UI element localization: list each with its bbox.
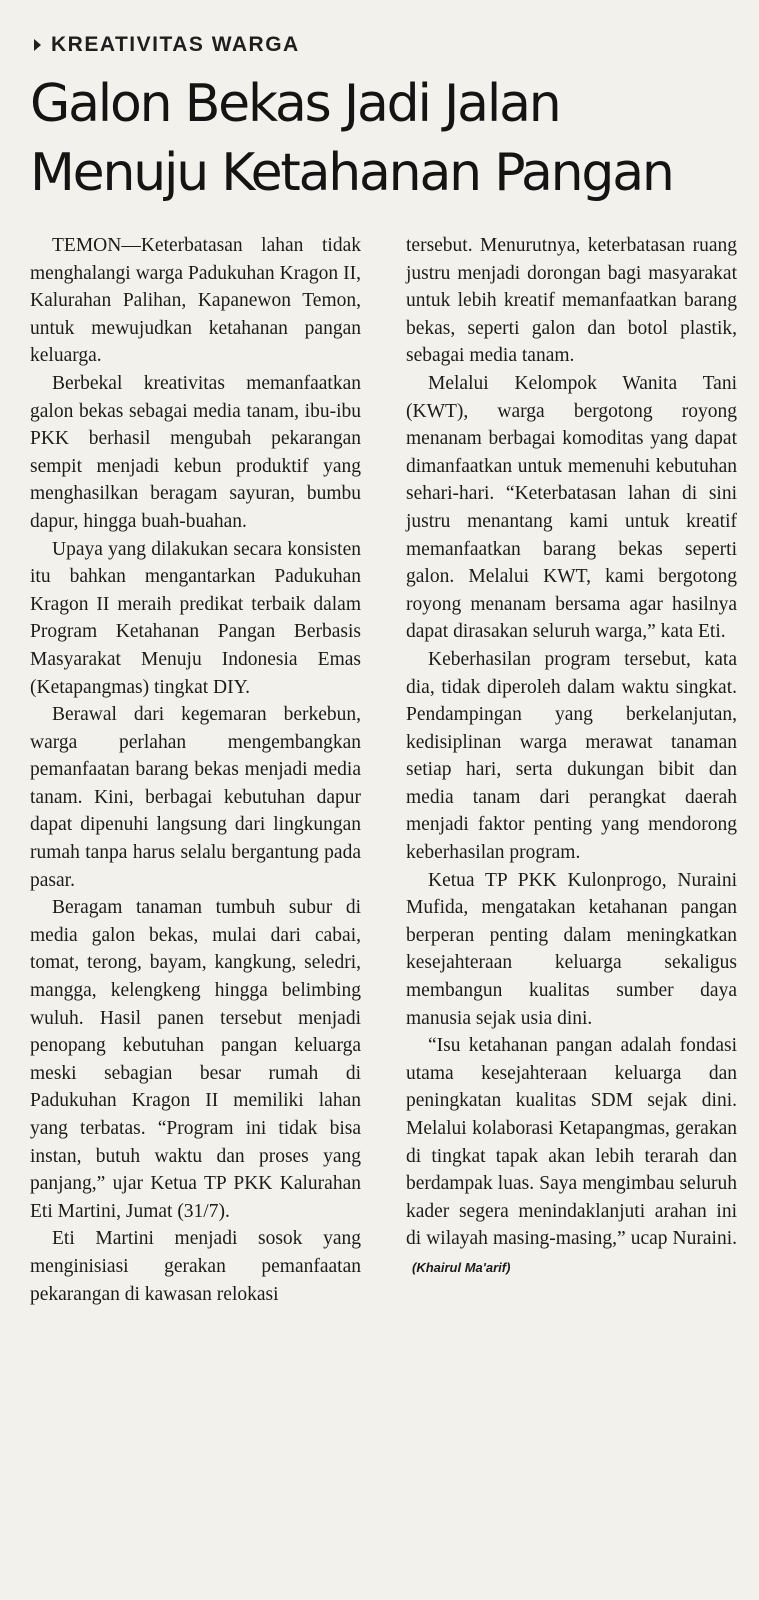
paragraph: tersebut. Menurutnya, keterbatasan ruang justru menjadi dorongan bagi masyarakat untuk lebih kreatif memanfaatkan barang bekas, seperti galon dan botol plastik, sebagai media tanam. — [406, 235, 737, 367]
paragraph: Melalui Kelompok Wanita Tani (KWT), warga bergotong royong menanam berbagai komoditas yang dapat dimanfaatkan untuk memenuhi kebutuhan sehari-hari. “Keterbatasan lahan di sini justru menantang kami untuk kreatif memanfaatkan barang bekas seperti galon. Melalui KWT, kami bergotong royong menanam bersama agar hasilnya dapat dirasakan seluruh warga,” kata Eti. — [406, 372, 737, 643]
paragraph-text: “Isu ketahanan pangan adalah fondasi utama kesejahteraan keluarga dan peningkatan kualitas SDM sejak dini. Melalui kolaborasi Ketapangmas, gerakan di tingkat tapak akan lebih terarah dan berdampak luas. Saya mengimbau seluruh kader segera menindaklanjuti arahan ini di wilayah masing-masing,” ucap Nuraini. — [406, 1035, 737, 1250]
section-rubric — [34, 30, 737, 60]
paragraph: Keberhasilan program tersebut, kata dia, tidak diperoleh dalam waktu singkat. Pendampingan yang berkelanjutan, kedisiplinan warga merawat tanaman setiap hari, serta dukungan bibit dan media tanam dari perangkat daerah menjadi faktor penting yang mendorong keberhasilan program. — [406, 648, 737, 864]
headline-line-2: Menuju Ketahanan Pangan — [30, 143, 673, 203]
right-column — [406, 232, 737, 1308]
paragraph: Upaya yang dilakukan secara konsisten itu bahkan mengantarkan Padukuhan Kragon II meraih predikat terbaik dalam Program Ketahanan Pangan Berbasis Masyarakat Menuju Indonesia Emas (Ketapangmas) tingkat DIY. — [30, 538, 361, 698]
rubric-label: KREATIVITAS WARGA — [51, 33, 300, 56]
paragraph-last — [406, 1032, 737, 1281]
left-column — [30, 232, 361, 1308]
paragraph: Eti Martini menjadi sosok yang menginisiasi gerakan pemanfaatan pekarangan di kawasan relokasi — [30, 1228, 361, 1305]
paragraph: TEMON—Keterbatasan lahan tidak menghalangi warga Padukuhan Kragon II, Kalurahan Palihan, Kapanewon Temon, untuk mewujudkan ketahanan pangan keluarga. — [30, 235, 361, 367]
triangle-arrow-icon — [34, 39, 41, 51]
headline-line-1: Galon Bekas Jadi Jalan — [30, 74, 560, 134]
paragraph: Ketua TP PKK Kulonprogo, Nuraini Mufida, mengatakan ketahanan pangan berperan penting dalam meningkatkan kesejahteraan keluarga sekaligus membangun kualitas sumber daya manusia sejak usia dini. — [406, 869, 737, 1029]
author-byline: (Khairul Ma'arif) — [412, 1259, 511, 1275]
article-headline — [30, 70, 737, 208]
article-body — [30, 232, 737, 1308]
paragraph: Berbekal kreativitas memanfaatkan galon bekas sebagai media tanam, ibu-ibu PKK berhasil mengubah pekarangan sempit menjadi kebun produktif yang menghasilkan beragam sayuran, bumbu dapur, hingga buah-buahan. — [30, 372, 361, 532]
paragraph: Beragam tanaman tumbuh subur di media galon bekas, mulai dari cabai, tomat, terong, bayam, kangkung, seledri, mangga, kelengkeng hingga belimbing wuluh. Hasil panen tersebut menjadi penopang kebutuhan pangan keluarga meski sebagian besar rumah di Padukuhan Kragon II memiliki lahan yang terbatas. “Program ini tidak bisa instan, butuh waktu dan proses yang panjang,” ujar Ketua TP PKK Kalurahan Eti Martini, Jumat (31/7). — [30, 897, 361, 1222]
paragraph: Berawal dari kegemaran berkebun, warga perlahan mengembangkan pemanfaatan barang bekas menjadi media tanam. Kini, berbagai kebutuhan dapur dapat dipenuhi langsung dari lingkungan rumah tanpa harus selalu bergantung pada pasar. — [30, 704, 361, 891]
